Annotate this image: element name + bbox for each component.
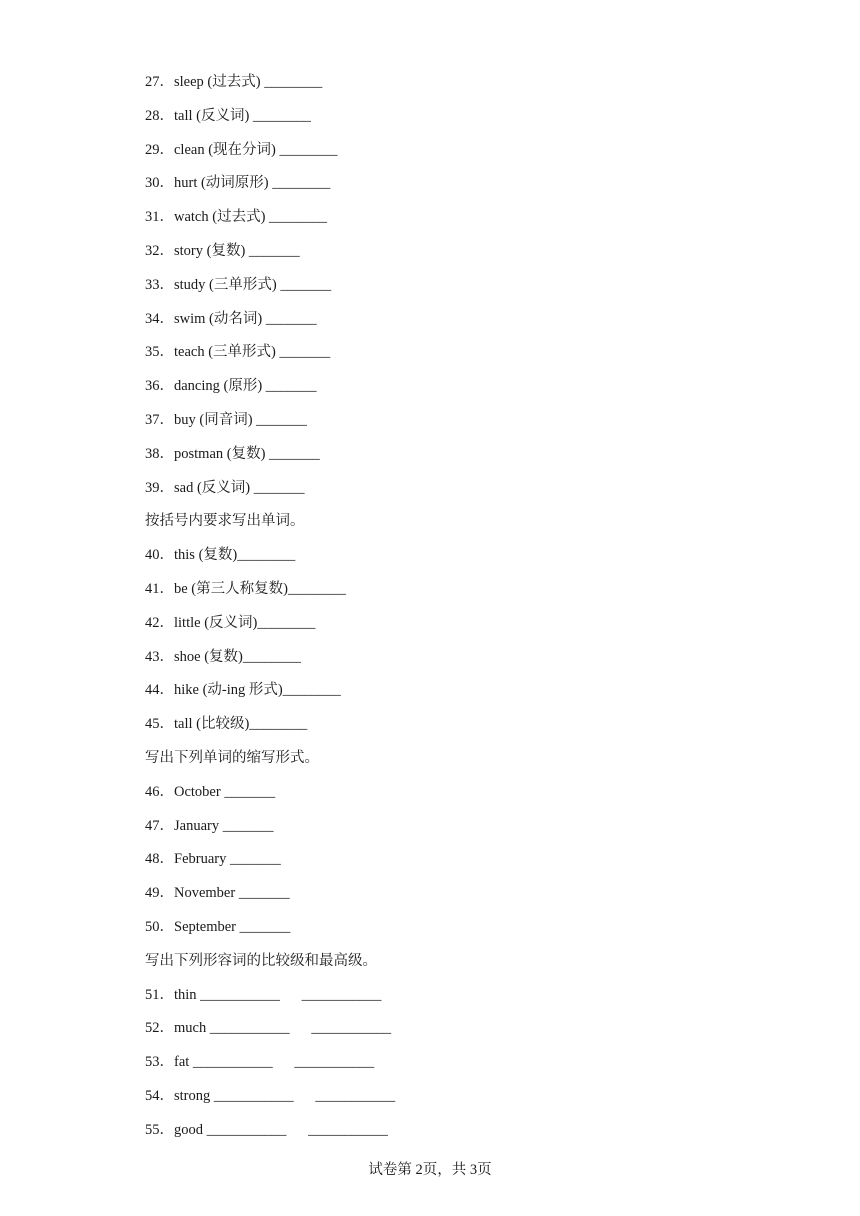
question-36: 36．dancing (原形) _______ [145, 378, 317, 395]
question-39: 39．sad (反义词) _______ [145, 479, 305, 496]
question-28: 28．tall (反义词) ________ [145, 107, 311, 124]
question-51: 51．thin ___________ ___________ [145, 986, 382, 1003]
section-instruction-abbreviations: 写出下列单词的缩写形式。 [145, 749, 319, 766]
page-number: 试卷第 2页，共 3页 [368, 1162, 492, 1178]
question-31: 31．watch (过去式) ________ [145, 209, 328, 226]
question-44: 44．hike (动-ing 形式)________ [145, 682, 341, 699]
question-48: 48．February _______ [145, 851, 281, 868]
page-footer [0, 1160, 860, 1180]
section-instruction-word-forms: 按括号内要求写出单词。 [145, 513, 305, 530]
question-54: 54．strong ___________ ___________ [145, 1087, 396, 1104]
question-30: 30．hurt (动词原形) ________ [145, 175, 331, 192]
question-55: 55．good ___________ ___________ [145, 1121, 388, 1138]
section-instruction-comparatives: 写出下列形容词的比较级和最高级。 [145, 952, 377, 969]
question-35: 35．teach (三单形式) _______ [145, 344, 331, 361]
question-34: 34．swim (动名词) _______ [145, 310, 317, 327]
question-33: 33．study (三单形式) _______ [145, 276, 332, 293]
question-45: 45．tall (比较级)________ [145, 716, 308, 733]
question-46: 46．October _______ [145, 783, 276, 800]
question-29: 29．clean (现在分词) ________ [145, 141, 338, 158]
question-32: 32．story (复数) _______ [145, 242, 300, 259]
question-38: 38．postman (复数) _______ [145, 445, 320, 462]
question-49: 49．November _______ [145, 885, 290, 902]
question-50: 50．September _______ [145, 918, 291, 935]
question-43: 43．shoe (复数)________ [145, 648, 301, 665]
question-47: 47．January _______ [145, 817, 274, 834]
question-42: 42．little (反义词)________ [145, 614, 316, 631]
question-41: 41．be (第三人称复数)________ [145, 580, 346, 597]
question-53: 53．fat ___________ ___________ [145, 1054, 375, 1071]
question-37: 37．buy (同音词) _______ [145, 411, 307, 428]
question-27: 27．sleep (过去式) ________ [145, 74, 323, 90]
question-list [145, 71, 785, 1153]
question-40: 40．this (复数)________ [145, 547, 296, 564]
question-52: 52．much ___________ ___________ [145, 1020, 392, 1037]
